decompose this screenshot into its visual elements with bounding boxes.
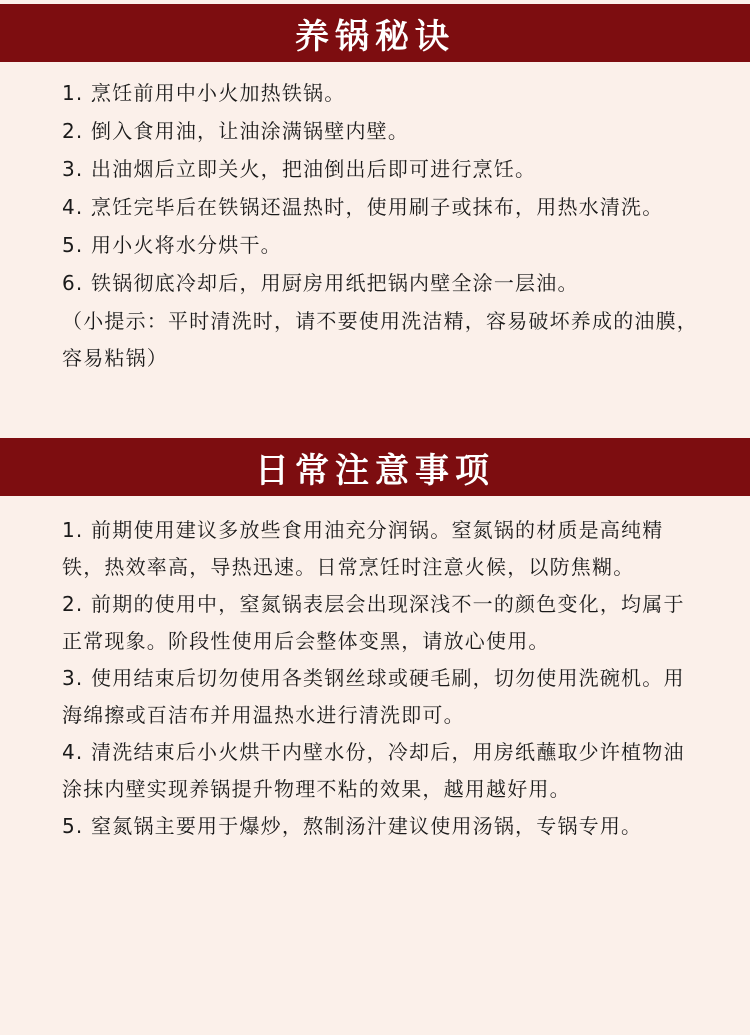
tip-note: （小提示：平时清洗时，请不要使用洗洁精，容易破坏养成的油膜，容易粘锅） (62, 309, 698, 370)
list-item: 2. 倒入食用油，让油涂满锅壁内壁。 (62, 119, 410, 143)
list-item: 3. 使用结束后切勿使用各类钢丝球或硬毛刷，切勿使用洗碗机。用海绵擦或百洁布并用温热水进行清洗即可。 (62, 666, 685, 727)
section-body-daily-notes (62, 512, 702, 845)
section-header-daily-notes (0, 438, 750, 496)
section-title: 日常注意事项 (255, 450, 495, 491)
list-item: 6. 铁锅彻底冷却后，用厨房用纸把锅内壁全涂一层油。 (62, 271, 579, 295)
section-header-care-tips (0, 4, 750, 62)
list-item: 1. 烹饪前用中小火加热铁锅。 (62, 81, 346, 105)
list-item: 2. 前期的使用中，窒氮锅表层会出现深浅不一的颜色变化，均属于正常现象。阶段性使用后会整体变黑，请放心使用。 (62, 592, 685, 653)
list-item: 3. 出油烟后立即关火，把油倒出后即可进行烹饪。 (62, 157, 537, 181)
list-item: 5. 用小火将水分烘干。 (62, 233, 282, 257)
list-item: 4. 烹饪完毕后在铁锅还温热时，使用刷子或抹布，用热水清洗。 (62, 195, 664, 219)
list-item: 4. 清洗结束后小火烘干内壁水份，冷却后，用房纸蘸取少许植物油涂抹内壁实现养锅提升物理不粘的效果，越用越好用。 (62, 740, 685, 801)
list-item: 5. 窒氮锅主要用于爆炒，熬制汤汁建议使用汤锅，专锅专用。 (62, 814, 643, 838)
section-title: 养锅秘诀 (295, 16, 455, 57)
section-body-care-tips (62, 75, 702, 378)
list-item: 1. 前期使用建议多放些食用油充分润锅。窒氮锅的材质是高纯精铁，热效率高，导热迅速。日常烹饪时注意火候，以防焦糊。 (62, 518, 664, 579)
